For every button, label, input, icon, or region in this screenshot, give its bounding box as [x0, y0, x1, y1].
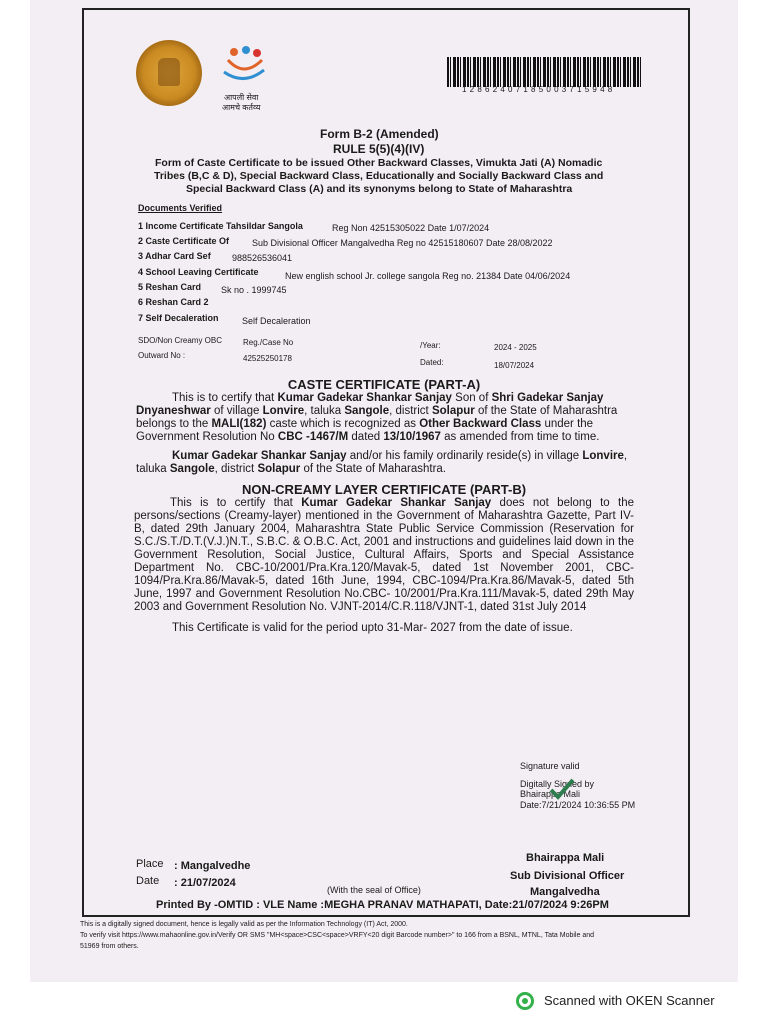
doc-value: New english school Jr. college sangola Reg no. 21384 Date 04/06/2024 — [285, 271, 571, 281]
date-value: : 21/07/2024 — [174, 877, 236, 889]
doc-label: 3 Adhar Card Sef — [138, 251, 211, 261]
date-label: Date — [136, 875, 160, 887]
doc-label: 2 Caste Certificate Of — [138, 236, 230, 246]
barcode — [447, 57, 643, 87]
barcode-number: 1 2 8 6 2 4 0 7 1 8 5 0 0 3 7 1 5 9 4 8 — [462, 85, 613, 94]
signature-date: Date:7/21/2024 10:36:55 PM — [520, 800, 636, 810]
sdo-label: SDO/Non Creamy OBC — [138, 336, 223, 345]
doc-value: 988526536041 — [232, 253, 293, 263]
doc-label: 1 Income Certificate Tahsildar Sangola — [138, 221, 303, 231]
maharashtra-seal-icon — [136, 40, 202, 106]
doc-label: 7 Self Decaleration — [138, 313, 219, 323]
form-description-1: Form of Caste Certificate to be issued Other Backward Classes, Vimukta Jati (A) Nomadic — [155, 157, 603, 169]
signer-name: Bhairappa Mali — [520, 789, 581, 799]
doc-label: 4 School Leaving Certificate — [138, 267, 259, 277]
part-b-paragraph: This is to certify that Kumar Gadekar Shankar Sanjay does not belong to the persons/sections (Creamy-layer) mentioned in the Government of Maharashtra Gazette, Part IV-B, dated 29th January 2004, Maharashtra State Public Service Commission (Reservation for S.C./S.T./D.T.(V.J.)N.T., S.B.C. & O.B.C. Act, 2001 and instructions and guidelines laid down in the Government Resolution, Social Justice, Cultural Affairs, Sports and Special Assistance Department No. CBC-10/2001/Pra.Kra.120/Mavak-5, dated 1st November 2001, CBC-1094/Pra.Kra.86/Mavak-5, dated 16th June, 1994, CBC-1094/Pra.Kra.86/Mavak-5, dated 5th June, 1997 and Government Resolution No.CBC- 10/2001/Pra.Kra.111/Mavak-5, dated 29th May 2003 and Government Resolution No. VJNT-2014/C.R.118/VJNT-1, dated 31st July 2014 — [134, 497, 634, 613]
year-value: 2024 - 2025 — [494, 343, 537, 352]
form-description-3: Special Backward Class (A) and its synonyms belong to State of Maharashtra — [186, 183, 573, 195]
validity-text: This Certificate is valid for the period upto 31-Mar- 2027 from the date of issue. — [172, 622, 573, 634]
officer-name: Bhairappa Mali — [526, 852, 605, 864]
digitally-signed-by: Digitally Signed by — [520, 779, 595, 789]
part-a-paragraph-2: Kumar Gadekar Shankar Sanjay and/or his family ordinarily reside(s) in village Lonvire, taluka Sangole, district Solapur of the State of Maharashtra. — [136, 450, 628, 475]
disclaimer-line-2: To verify visit https://www.mahaonline.gov.in/Verify OR SMS "MH<space>CSC<space>VRFY<20 digit Barcode number>" to 166 from a BSNL, MTNL, Tata Mobile and — [80, 932, 595, 939]
part-a-paragraph-1: This is to certify that Kumar Gadekar Shankar Sanjay Son of Shri Gadekar Sanjay Dnyaneshwar of village Lonvire, taluka Sangole, district Solapur of the State of Maharashtra belongs to the MALI(182) caste which is recognized as Other Backward Class under the Government Resolution No CBC -1467/M dated 13/10/1967 as amended from time to time. — [136, 392, 618, 443]
aaple-sarkar-logo-icon — [220, 44, 268, 88]
place-label: Place — [136, 858, 164, 870]
doc-label: 6 Reshan Card 2 — [138, 297, 209, 307]
signature-valid: Signature valid — [520, 761, 580, 771]
disclaimer-line-1: This is a digitally signed document, hence is legally valid as per the Information Technology (IT) Act, 2000. — [80, 921, 408, 928]
officer-place: Mangalvedha — [530, 886, 600, 898]
signature-valid-check-icon — [549, 778, 575, 800]
reg-label: Reg./Case No — [243, 338, 294, 347]
year-label: /Year: — [420, 341, 441, 350]
scanner-watermark: Scanned with OKEN Scanner — [544, 993, 715, 1008]
part-b-heading: NON-CREAMY LAYER CERTIFICATE (PART-B) — [241, 482, 527, 497]
doc-label: 5 Reshan Card — [138, 282, 202, 292]
outward-value: 42525250178 — [243, 354, 292, 363]
logo-caption: आपली सेवा — [224, 93, 259, 102]
form-description-2: Tribes (B,C & D), Special Backward Class, Educationally and Socially Backward Class and — [154, 170, 604, 182]
form-title: Form B-2 (Amended) — [320, 127, 439, 141]
oken-scanner-logo-icon — [516, 992, 534, 1010]
disclaimer-line-3: 51969 from others. — [80, 943, 139, 950]
doc-value: Sk no . 1999745 — [221, 285, 287, 295]
printed-by: Printed By -OMTID : VLE Name :MEGHA PRANAV MATHAPATI, Date:21/07/2024 9:26PM — [156, 899, 609, 911]
part-a-heading: CASTE CERTIFICATE (PART-A) — [287, 377, 481, 392]
dated-value: 18/07/2024 — [494, 361, 535, 370]
form-rule: RULE 5(5)(4)(IV) — [333, 142, 425, 156]
place-value: : Mangalvedhe — [174, 860, 251, 872]
seal-note: (With the seal of Office) — [327, 885, 421, 895]
doc-value: Self Decaleration — [242, 316, 311, 326]
logo-caption-2: आमचे कर्तव्य — [222, 103, 261, 112]
doc-value: Reg Non 42515305022 Date 1/07/2024 — [332, 223, 490, 233]
dated-label: Dated: — [420, 358, 444, 367]
documents-heading: Documents Verified — [138, 203, 223, 213]
outward-label: Outward No : — [138, 351, 186, 360]
officer-title: Sub Divisional Officer — [510, 870, 625, 882]
doc-value: Sub Divisional Officer Mangalvedha Reg no 42515180607 Date 28/08/2022 — [252, 238, 553, 248]
